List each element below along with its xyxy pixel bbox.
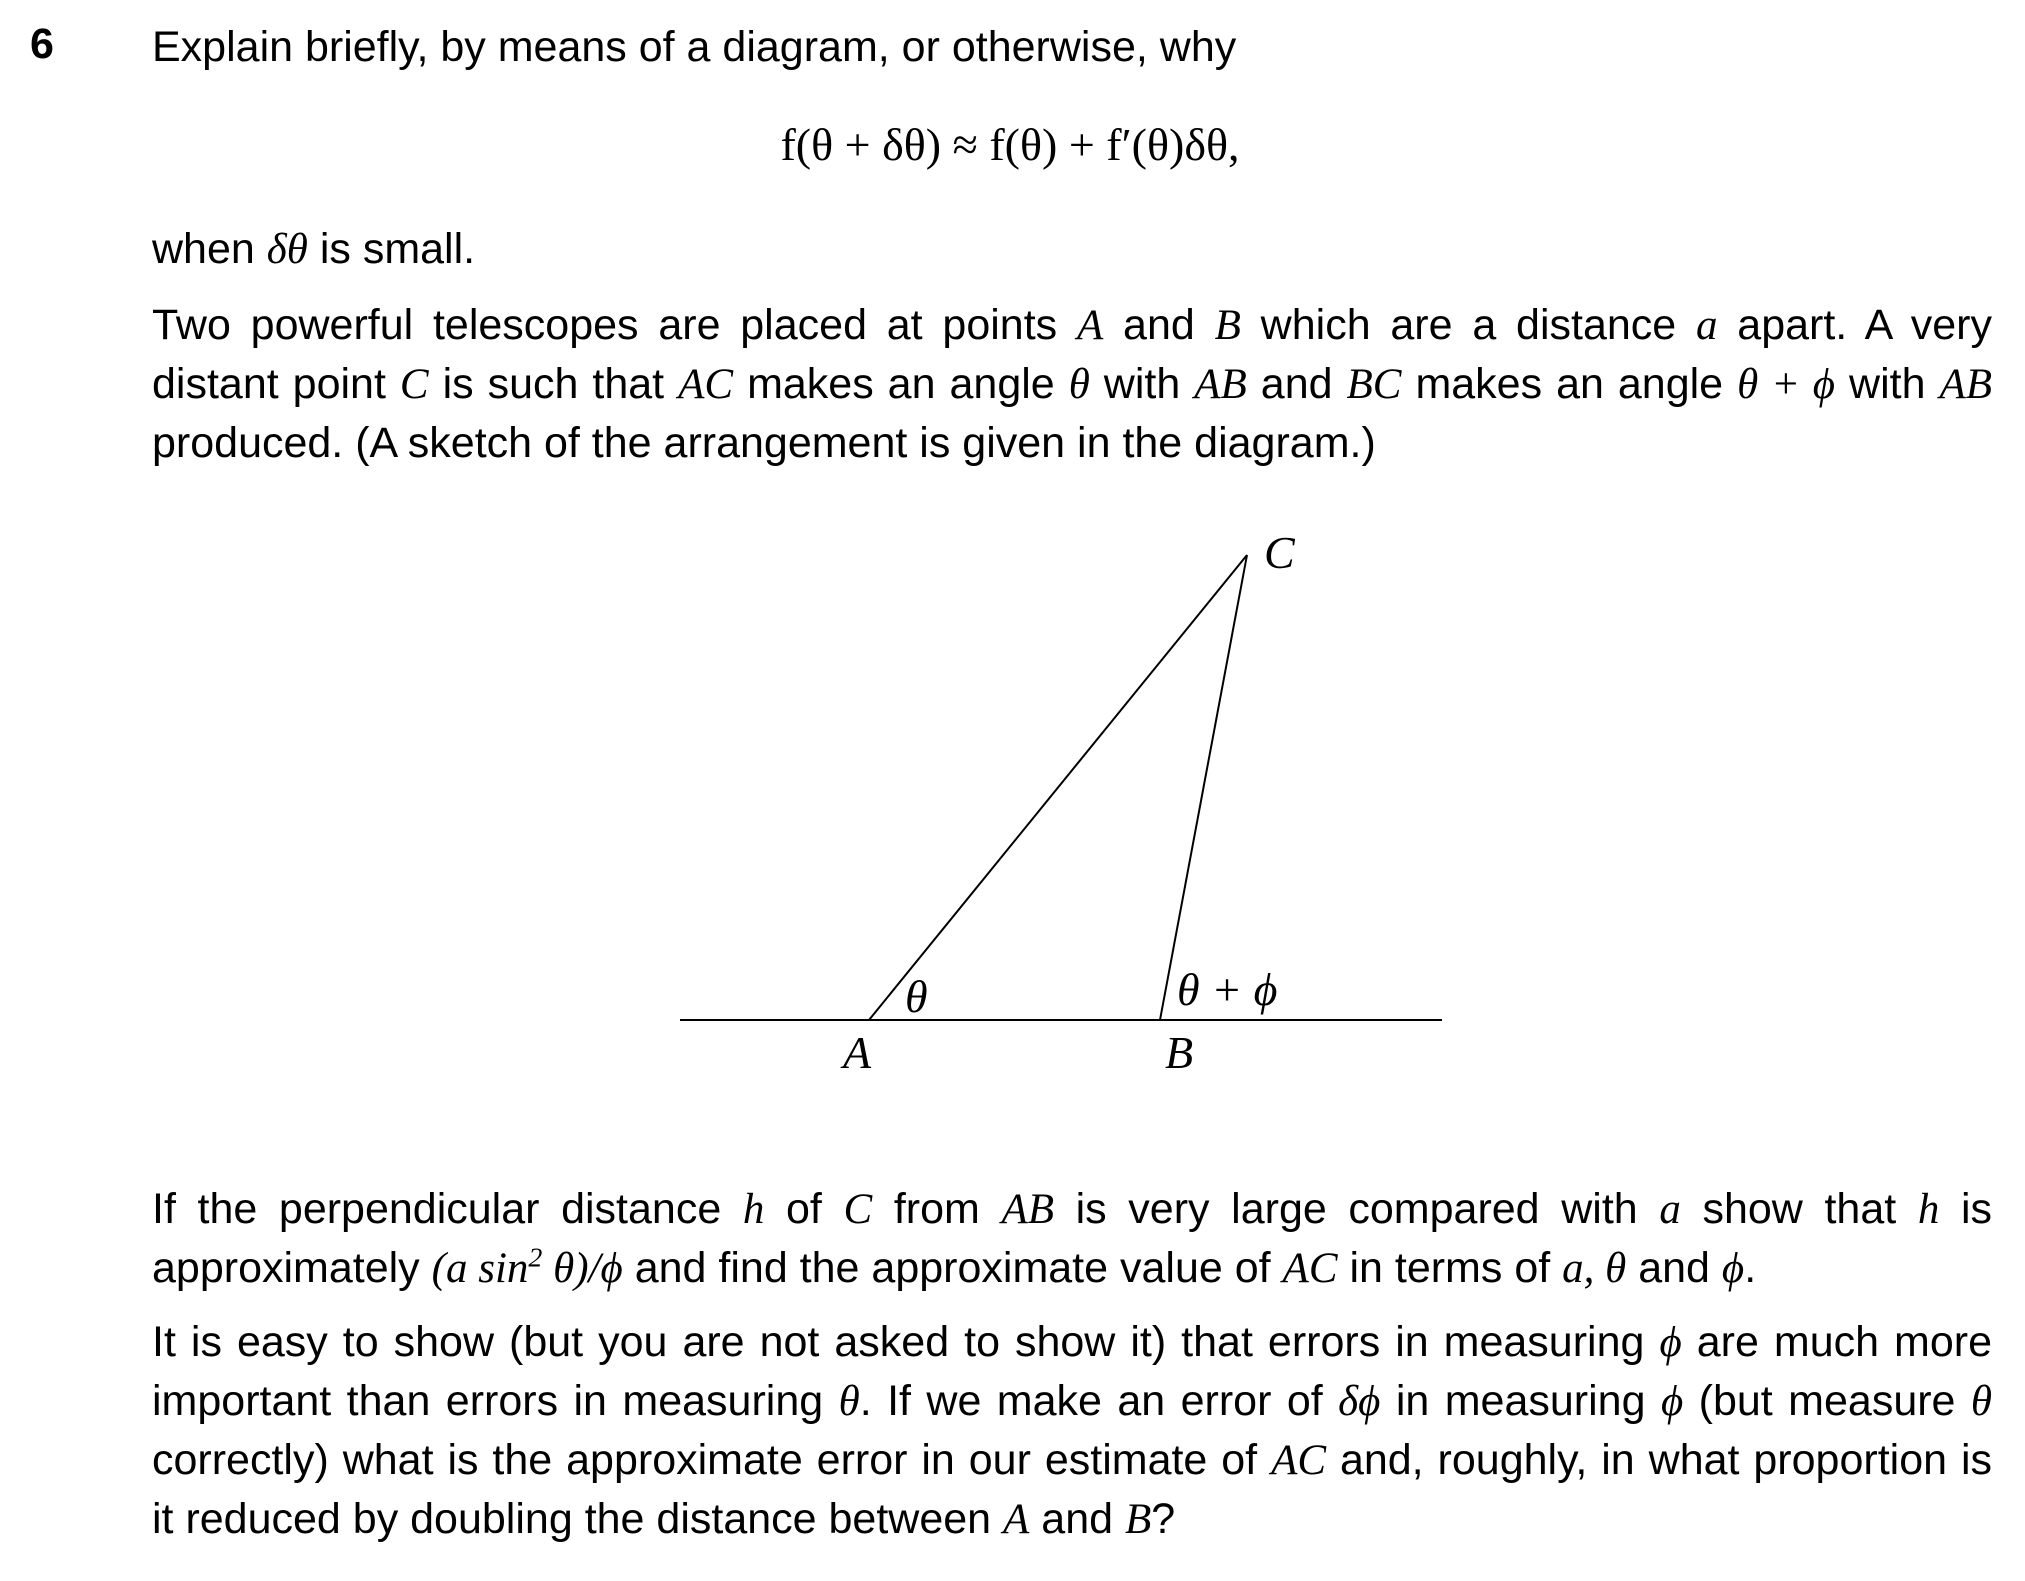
p3-text-8: in terms of [1349,1244,1551,1292]
p2-text-3: which are a distance [1260,301,1677,349]
p2-var-theta: θ [1068,361,1090,408]
p2-text-11: produced. (A sketch of the arrangement is given in the diagram.) [152,419,1376,467]
p4-text-6: correctly) what is the approximate error in our estimate of [152,1436,1258,1484]
label-angle-theta-plus-phi: θ + ϕ [1177,964,1278,1015]
p4-text-7: and, roughly, in what proportion is it reduced by doubling the distance between [152,1436,1992,1543]
label-C: C [1264,527,1295,578]
p3-expr-a: (a sin [431,1245,529,1292]
p2-var-C: C [399,361,429,408]
p4-text-2: are much more important than errors in measuring [152,1318,1993,1425]
p2-text-6: makes an angle [747,360,1055,408]
p3-text-5: show that [1702,1185,1897,1233]
p4-var-AC: AC [1271,1437,1327,1484]
p4-text-4: in measuring [1395,1377,1646,1425]
p2-var-BC: BC [1346,361,1402,408]
p4-text-5: (but measure [1698,1377,1956,1425]
p3-text-7: and find the approximate value of [634,1244,1271,1292]
p3-var-AC: AC [1282,1245,1338,1292]
when-suffix: is small. [319,225,476,273]
p3-var-h-2: h [1917,1186,1940,1233]
when-prefix: when [152,225,255,273]
p3-var-AB: AB [1001,1186,1054,1233]
paragraph-errors [152,1313,1992,1549]
p2-var-AB-2: AB [1939,361,1993,408]
paragraph-perpendicular-distance [152,1180,1992,1298]
p3-var-phi: ϕ [1721,1245,1745,1292]
p3-vars: a, θ [1562,1245,1627,1292]
p4-var-B: B [1124,1496,1152,1543]
p2-text-5: is such that [442,360,665,408]
p4-text-9: ? [1151,1495,1176,1543]
p3-var-h: h [742,1186,765,1233]
formula-text: f(θ + δθ) ≈ f(θ) + f′(θ)δθ, [780,119,1240,170]
p4-text-8: and [1041,1495,1114,1543]
p3-text-4: is very large compared with [1075,1185,1638,1233]
p4-text-1: It is easy to show (but you are not asked to show it) that errors in measuring [152,1318,1645,1366]
p3-text-10: . [1744,1244,1757,1292]
p4-text-3: . If we make an error of [859,1377,1323,1425]
label-A: A [843,1027,872,1078]
p3-expr-sup: 2 [528,1242,543,1274]
p2-text-2: and [1123,301,1195,349]
p2-var-theta-phi: θ + ϕ [1737,361,1836,408]
p3-var-a: a [1659,1186,1681,1233]
label-B: B [1165,1027,1194,1078]
p2-text-8: and [1260,360,1333,408]
p4-var-A: A [1003,1496,1030,1543]
p2-text-7: with [1103,360,1181,408]
label-angle-theta: θ [905,971,928,1022]
p2-var-B: B [1214,302,1241,349]
p4-var-theta-2: θ [1970,1378,1993,1425]
p3-expression [431,1242,623,1292]
p3-expr-b: θ)/ϕ [542,1245,623,1292]
question-number: 6 [30,20,54,68]
delta-theta-symbol: δθ [266,226,308,273]
p2-var-a: a [1696,302,1718,349]
p4-var-theta: θ [838,1378,860,1425]
p3-text-1: If the perpendicular distance [152,1185,722,1233]
p2-var-AC: AC [678,361,734,408]
p2-text-10: with [1849,360,1926,408]
p2-var-AB: AB [1194,361,1247,408]
p3-text-3: from [893,1185,980,1233]
p3-text-6: is approximately [152,1185,1992,1292]
line-BC [1160,555,1247,1020]
p2-var-A: A [1076,302,1104,349]
p3-text-9: and [1638,1244,1710,1292]
p2-text-1: Two powerful telescopes are placed at points [152,301,1058,349]
p4-var-phi-2: ϕ [1660,1378,1684,1425]
line-AC [869,555,1247,1020]
question-intro: Explain briefly, by means of a diagram, or otherwise, why [152,23,1237,71]
p4-var-phi: ϕ [1659,1319,1682,1366]
p3-var-C: C [843,1186,873,1233]
p2-text-4: apart. A very distant point [152,301,1993,408]
p2-text-9: makes an angle [1415,360,1724,408]
p4-var-dphi: δϕ [1338,1378,1381,1425]
p3-text-2: of [786,1185,822,1233]
